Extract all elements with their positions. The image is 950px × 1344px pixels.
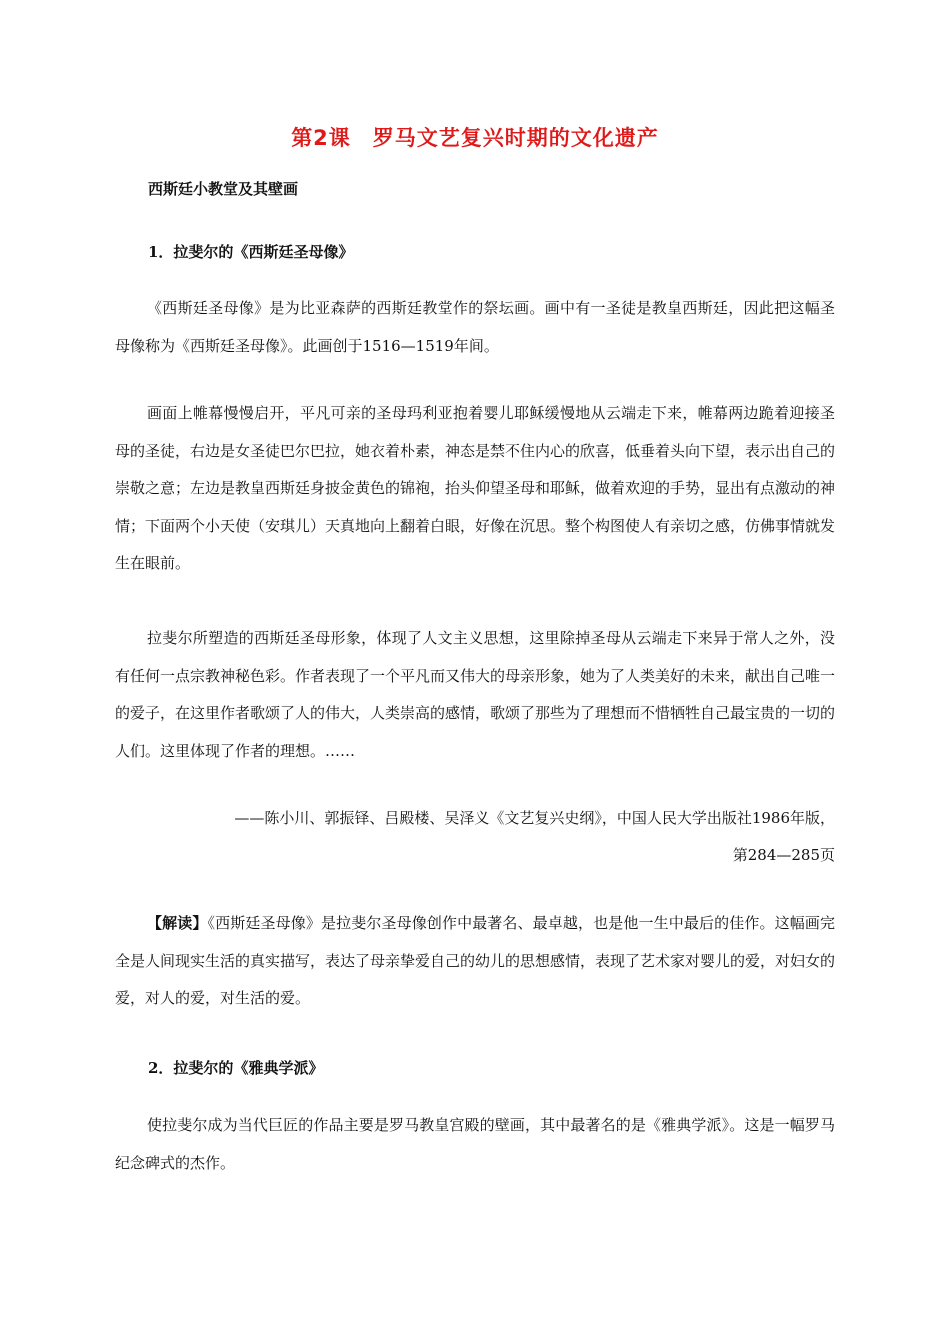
paragraph-interpretation — [115, 905, 835, 1018]
section-heading: 西斯廷小教堂及其壁画 — [148, 180, 299, 198]
subsection-1-heading: 1．拉斐尔的《西斯廷圣母像》 — [148, 243, 354, 261]
interpretation-text: 《西斯廷圣母像》是拉斐尔圣母像创作中最著名、最卓越，也是他一生中最后的佳作。这幅画完全是人间现实生活的真实描写，表达了母亲挚爱自己的幼儿的思想感情，表现了艺术家对婴儿的爱，对妇女的爱，对人的爱，对生活的爱。 — [115, 914, 836, 1007]
paragraph-athens-intro: 使拉斐尔成为当代巨匠的作品主要是罗马教皇宫殿的壁画，其中最著名的是《雅典学派》。这是一幅罗马纪念碑式的杰作。 — [115, 1116, 835, 1172]
subsection-2-heading: 2．拉斐尔的《雅典学派》 — [148, 1059, 324, 1077]
citation-line-2: 第284—285页 — [732, 846, 835, 864]
paragraph-sistine-humanism: 拉斐尔所塑造的西斯廷圣母形象，体现了人文主义思想，这里除掉圣母从云端走下来异于常人之外，没有任何一点宗教神秘色彩。作者表现了一个平凡而又伟大的母亲形象，她为了人类美好的未来，献出自己唯一的爱子，在这里作者歌颂了人的伟大，人类崇高的感情，歌颂了那些为了理想而不惜牺牲自己最宝贵的一切的人们。这里体现了作者的理想。…… — [115, 629, 836, 760]
lesson-title: 第2课 罗马文艺复兴时期的文化遗产 — [291, 126, 659, 150]
paragraph-sistine-description: 画面上帷幕慢慢启开，平凡可亲的圣母玛利亚抱着婴儿耶稣缓慢地从云端走下来，帷幕两边跪着迎接圣母的圣徒，右边是女圣徒巴尔巴拉，她衣着朴素，神态是禁不住内心的欣喜，低垂着头向下望，表示出自己的崇敬之意；左边是教皇西斯廷身披金黄色的锦袍，抬头仰望圣母和耶稣，做着欢迎的手势，显出有点激动的神情；下面两个小天使（安琪儿）天真地向上翻着白眼，好像在沉思。整个构图使人有亲切之感，仿佛事情就发生在眼前。 — [115, 404, 836, 572]
citation-line-1: ——陈小川、郭振铎、吕殿楼、吴泽义《文艺复兴史纲》，中国人民大学出版社1986年版， — [234, 809, 835, 827]
paragraph-sistine-intro: 《西斯廷圣母像》是为比亚森萨的西斯廷教堂作的祭坛画。画中有一圣徒是教皇西斯廷，因此把这幅圣母像称为《西斯廷圣母像》。此画创于1516—1519年间。 — [115, 299, 835, 355]
interpretation-label: 【解读】 — [147, 914, 208, 932]
